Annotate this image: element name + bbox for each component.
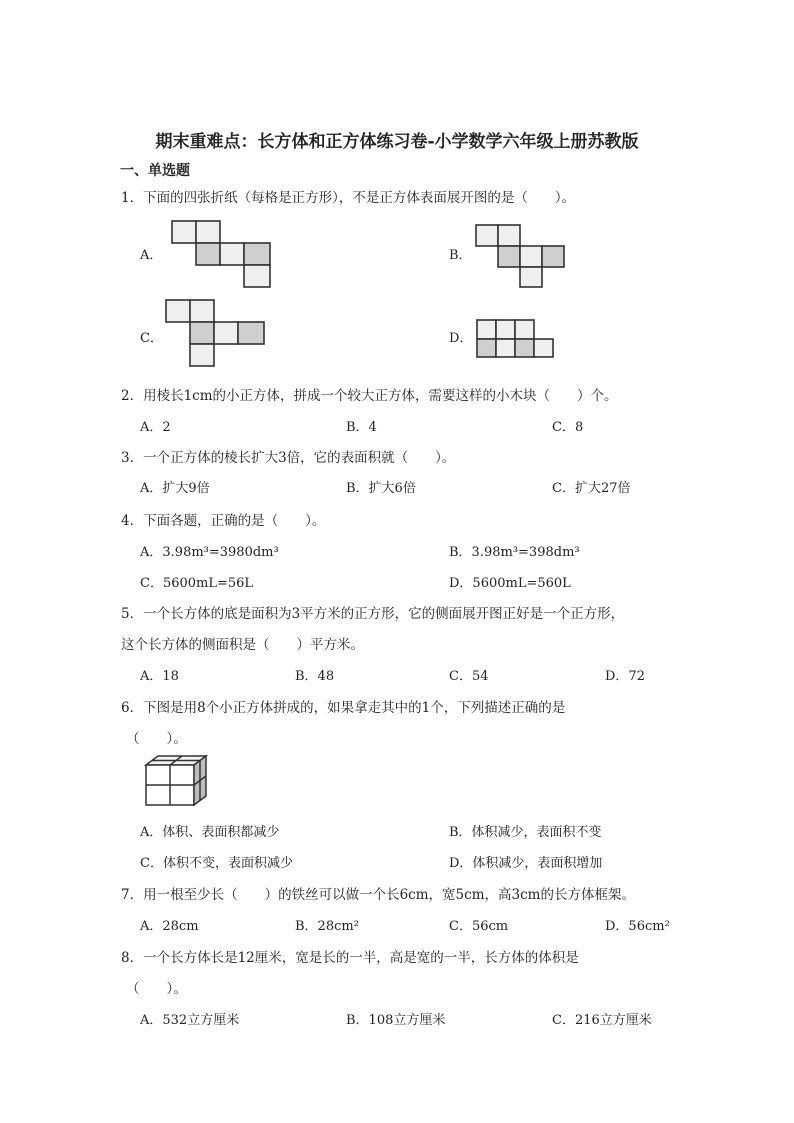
section-heading: 一、单选题: [120, 163, 190, 179]
question-3-stem: 3．一个正方体的棱长扩大3倍，它的表面积就（ ）。: [121, 450, 456, 466]
net-figure-b: [474, 223, 566, 289]
q7-option-c: C．56cm: [449, 919, 509, 934]
q5-option-b: B．48: [295, 669, 335, 684]
q7-option-a: A．28cm: [140, 919, 199, 934]
question-5-stem-line2: 这个长方体的侧面积是（ ）平方米。: [121, 637, 364, 653]
q7-option-b: B．28cm²: [295, 919, 359, 934]
question-8-stem: 8．一个长方体长是12厘米，宽是长的一半，高是宽的一半，长方体的体积是: [121, 950, 579, 966]
q6-option-a: A．体积、表面积都减少: [140, 825, 280, 840]
question-1-stem: 1．下面的四张折纸（每格是正方形），不是正方体表面展开图的是（ ）。: [121, 190, 576, 206]
question-2-stem: 2．用棱长1cm的小正方体，拼成一个较大正方体，需要这样的小木块（ ）个。: [121, 388, 618, 404]
q4-option-a: A．3.98m³=3980dm³: [140, 545, 279, 560]
question-4-stem: 4．下面各题，正确的是（ ）。: [121, 513, 326, 529]
question-6-stem: 6．下图是用8个小正方体拼成的，如果拿走其中的1个，下列描述正确的是: [121, 700, 566, 716]
q5-option-c: C．54: [449, 669, 489, 684]
q3-option-b: B．扩大6倍: [346, 481, 416, 496]
q4-option-b: B．3.98m³=398dm³: [449, 545, 580, 560]
q2-option-a: A．2: [140, 420, 171, 435]
q1-option-c: C．: [140, 331, 163, 346]
question-7-stem: 7．用一根至少长（ ）的铁丝可以做一个长6cm，宽5cm，高3cm的长方体框架。: [121, 887, 635, 903]
net-figure-d: [475, 318, 557, 360]
q1-option-a: A．: [140, 248, 163, 263]
q5-option-a: A．18: [140, 669, 179, 684]
q5-option-d: D．72: [605, 669, 645, 684]
q8-option-c: C．216立方厘米: [552, 1013, 652, 1028]
q4-option-c: C．5600mL=56L: [140, 576, 254, 591]
net-figure-c: [164, 298, 268, 370]
q2-option-c: C．8: [552, 420, 584, 435]
q6-option-b: B．体积减少，表面积不变: [449, 825, 602, 840]
q7-option-d: D．56cm²: [605, 919, 670, 934]
q6-option-d: D．体积减少，表面积增加: [449, 856, 603, 871]
net-figure-a: [170, 219, 274, 291]
q1-option-b: B．: [449, 248, 472, 263]
q8-option-b: B．108立方厘米: [346, 1013, 446, 1028]
q3-option-a: A．扩大9倍: [140, 481, 210, 496]
question-5-stem: 5．一个长方体的底是面积为3平方米的正方形，它的侧面展开图正好是一个正方形，: [121, 606, 625, 622]
cube-figure: [143, 753, 209, 809]
q8-option-a: A．532立方厘米: [140, 1013, 240, 1028]
q4-option-d: D．5600mL=560L: [449, 576, 571, 591]
q3-option-c: C．扩大27倍: [552, 481, 631, 496]
q2-option-b: B．4: [346, 420, 377, 435]
q1-option-d: D．: [449, 331, 473, 346]
question-8-stem-line2: （ ）。: [126, 981, 187, 997]
page-title: 期末重难点：长方体和正方体练习卷-小学数学六年级上册苏教版: [155, 132, 639, 152]
question-6-stem-line2: （ ）。: [126, 731, 187, 747]
q6-option-c: C．体积不变，表面积减少: [140, 856, 293, 871]
